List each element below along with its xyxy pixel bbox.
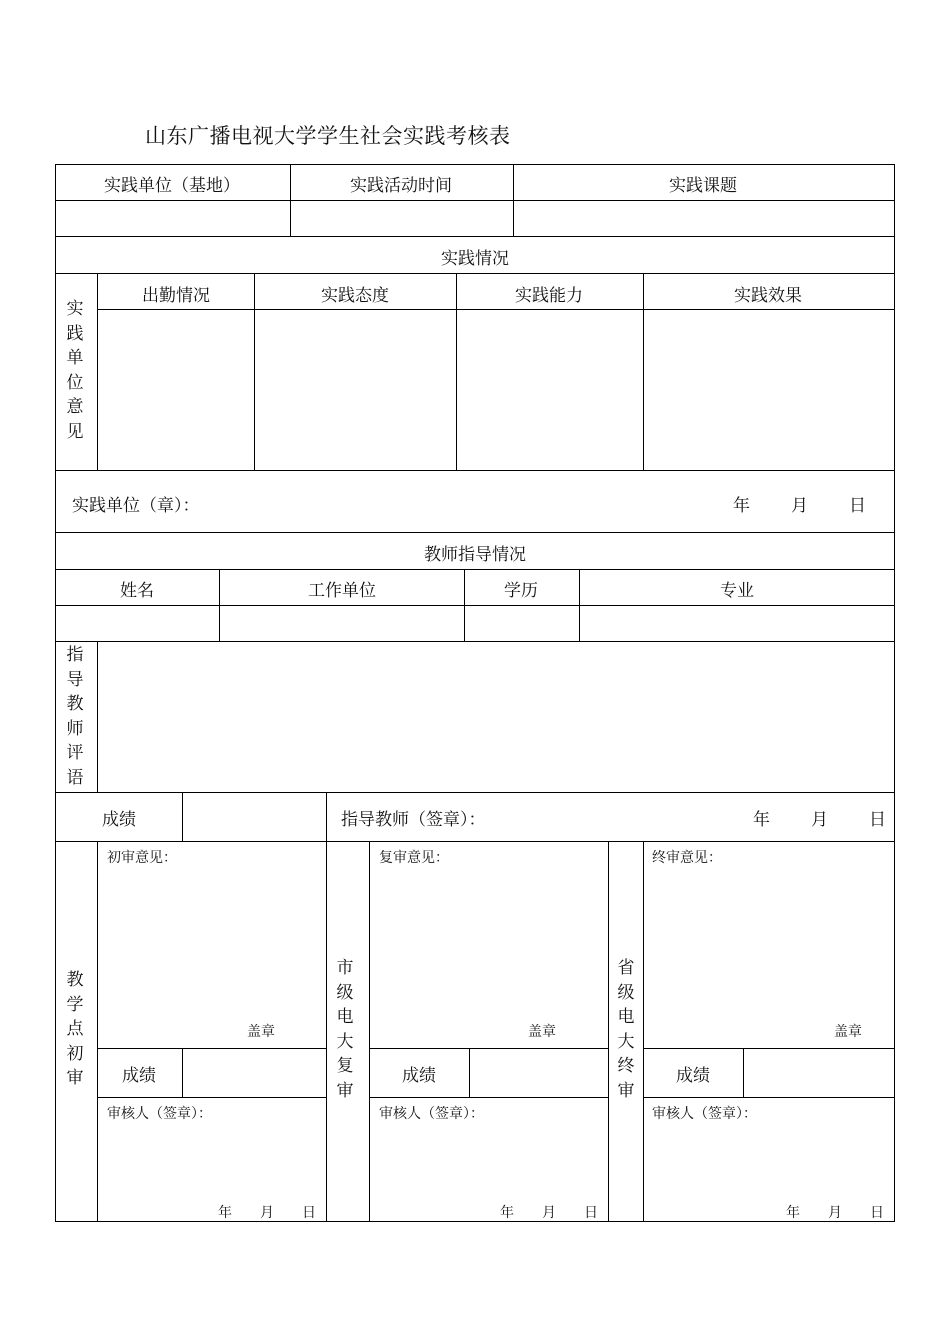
rule [369,1097,608,1098]
final-seal-label: 盖章 [834,1024,862,1040]
teacher-education-field[interactable] [466,607,578,640]
second-grade-field[interactable] [471,1050,607,1096]
rule [55,164,895,165]
rule [369,1048,608,1049]
unit-opinion-label: 实 践 单 位 意 见 [66,299,84,442]
rule [456,273,457,470]
practice-time-field[interactable] [292,202,512,235]
rule [643,841,644,1222]
initial-seal-label: 盖章 [247,1024,275,1040]
header-attitude: 实践态度 [321,286,389,306]
rule [97,1048,326,1049]
header-practice-time: 实践活动时间 [350,176,452,196]
header-attendance: 出勤情况 [142,286,210,306]
initial-opinion-field[interactable] [99,868,325,1018]
unit-seal-label: 实践单位（章）： [72,496,200,516]
rule [97,1097,326,1098]
rule [55,1221,895,1222]
rule [643,1048,895,1049]
initial-grade-field[interactable] [184,1050,325,1096]
teacher-major-field[interactable] [581,607,893,640]
initial-review-date: 年 月 日 [218,1205,316,1221]
rule [55,605,895,606]
rule [55,792,895,793]
final-review-section-label: 省 级 电 大 终 审 [617,958,635,1101]
effect-field[interactable] [645,311,893,469]
final-grade-label: 成绩 [676,1066,710,1086]
rule [743,1048,744,1097]
header-practice-topic: 实践课题 [669,176,737,196]
grade-label: 成绩 [102,810,136,830]
initial-reviewer-label: 审核人（签章）： [107,1106,212,1122]
second-review-section-label: 市 级 电 大 复 审 [336,958,354,1101]
rule [97,841,98,1222]
initial-opinion-label: 初审意见： [107,850,177,866]
rule [643,273,644,470]
ability-field[interactable] [458,311,642,469]
unit-seal-date: 年 月 日 [733,496,866,516]
rule [55,236,895,237]
teacher-workplace-field[interactable] [221,607,463,640]
header-workplace: 工作单位 [308,581,376,601]
second-seal-label: 盖章 [528,1024,556,1040]
teacher-sign-label: 指导教师（签章）： [341,810,486,830]
rule [55,164,56,1222]
second-opinion-field[interactable] [371,868,607,1018]
final-review-date: 年 月 日 [786,1205,884,1221]
initial-review-section-label: 教 学 点 初 审 [66,970,84,1088]
grade-field[interactable] [184,794,325,840]
rule [55,841,895,842]
initial-grade-label: 成绩 [122,1066,156,1086]
teacher-comment-field[interactable] [99,643,893,791]
rule [513,164,514,236]
header-education: 学历 [504,581,538,601]
teacher-name-field[interactable] [57,607,218,640]
rule [469,1048,470,1097]
second-grade-label: 成绩 [402,1066,436,1086]
rule [219,569,220,641]
section-practice-situation: 实践情况 [441,249,509,269]
rule [608,841,609,1222]
attitude-field[interactable] [256,311,455,469]
practice-topic-field[interactable] [515,202,893,235]
rule [55,569,895,570]
rule [254,273,255,470]
rule [55,273,895,274]
rule [97,309,895,310]
rule [579,569,580,641]
rule [894,164,895,1222]
second-review-date: 年 月 日 [500,1205,598,1221]
second-reviewer-label: 审核人（签章）： [379,1106,484,1122]
final-reviewer-label: 审核人（签章）： [652,1106,757,1122]
rule [326,792,327,1222]
header-effect: 实践效果 [734,286,802,306]
header-major: 专业 [720,581,754,601]
final-opinion-label: 终审意见： [652,850,722,866]
rule [55,641,895,642]
rule [369,841,370,1222]
rule [182,1048,183,1097]
teacher-comment-label: 指 导 教 师 评 语 [66,645,84,788]
rule [55,532,895,533]
practice-unit-field[interactable] [57,202,289,235]
rule [290,164,291,236]
header-ability: 实践能力 [515,286,583,306]
rule [97,273,98,470]
second-opinion-label: 复审意见： [379,850,449,866]
page-title: 山东广播电视大学学生社会实践考核表 [145,124,511,148]
rule [55,200,895,201]
rule [464,569,465,641]
rule [643,1097,895,1098]
teacher-sign-date: 年 月 日 [753,810,886,830]
attendance-field[interactable] [99,311,253,469]
rule [55,470,895,471]
header-practice-unit: 实践单位（基地） [104,176,240,196]
rule [97,641,98,792]
final-opinion-field[interactable] [645,868,893,1018]
section-teacher-guidance: 教师指导情况 [424,545,526,565]
final-grade-field[interactable] [745,1050,893,1096]
header-name: 姓名 [120,581,154,601]
rule [182,792,183,841]
